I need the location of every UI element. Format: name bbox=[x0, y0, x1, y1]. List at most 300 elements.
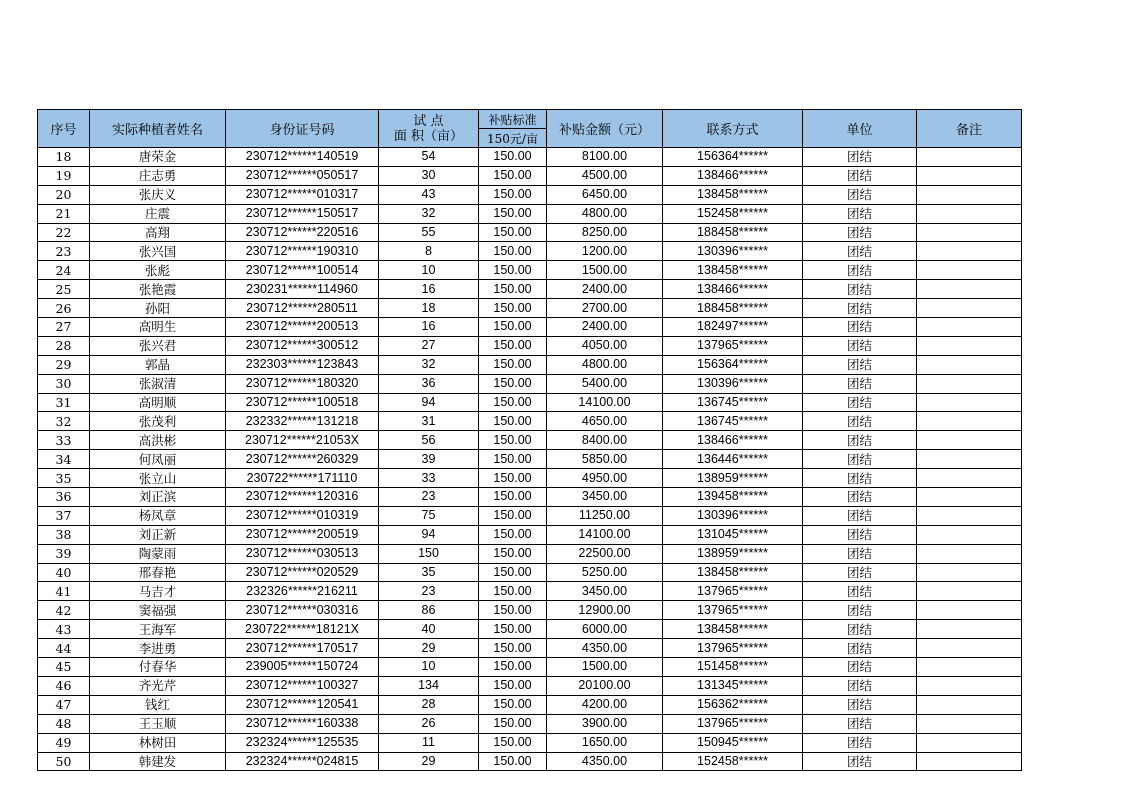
cell-id: 230712******200519 bbox=[226, 525, 379, 544]
cell-area: 36 bbox=[379, 374, 479, 393]
cell-area: 31 bbox=[379, 412, 479, 431]
cell-amount: 5400.00 bbox=[547, 374, 663, 393]
cell-unit: 团结 bbox=[803, 620, 917, 639]
table-row bbox=[38, 261, 1022, 280]
cell-id: 232326******216211 bbox=[226, 582, 379, 601]
subsidy-table bbox=[37, 109, 1022, 771]
cell-id: 232324******024815 bbox=[226, 752, 379, 771]
cell-area: 26 bbox=[379, 714, 479, 733]
cell-area: 94 bbox=[379, 393, 479, 412]
cell-name: 林树田 bbox=[90, 733, 226, 752]
cell-unit: 团结 bbox=[803, 563, 917, 582]
cell-standard: 150.00 bbox=[479, 752, 547, 771]
cell-name: 陶蒙雨 bbox=[90, 544, 226, 563]
cell-unit: 团结 bbox=[803, 299, 917, 318]
cell-seq: 21 bbox=[38, 204, 90, 223]
cell-contact: 130396****** bbox=[663, 242, 803, 261]
cell-standard: 150.00 bbox=[479, 544, 547, 563]
cell-remark bbox=[917, 450, 1022, 469]
cell-remark bbox=[917, 280, 1022, 299]
cell-amount: 2400.00 bbox=[547, 318, 663, 337]
cell-id: 230712******140519 bbox=[226, 148, 379, 167]
table-row bbox=[38, 185, 1022, 204]
cell-name: 李进勇 bbox=[90, 639, 226, 658]
cell-contact: 188458****** bbox=[663, 223, 803, 242]
header-unit: 单位 bbox=[803, 110, 917, 148]
cell-contact: 136745****** bbox=[663, 412, 803, 431]
cell-remark bbox=[917, 525, 1022, 544]
cell-seq: 25 bbox=[38, 280, 90, 299]
cell-seq: 33 bbox=[38, 431, 90, 450]
table-row bbox=[38, 639, 1022, 658]
cell-standard: 150.00 bbox=[479, 223, 547, 242]
cell-id: 230722******171110 bbox=[226, 469, 379, 488]
cell-id: 230712******180320 bbox=[226, 374, 379, 393]
cell-area: 75 bbox=[379, 506, 479, 525]
cell-contact: 152458****** bbox=[663, 204, 803, 223]
cell-amount: 3450.00 bbox=[547, 488, 663, 507]
cell-seq: 47 bbox=[38, 695, 90, 714]
cell-amount: 3450.00 bbox=[547, 582, 663, 601]
cell-amount: 11250.00 bbox=[547, 506, 663, 525]
table-row bbox=[38, 620, 1022, 639]
cell-standard: 150.00 bbox=[479, 336, 547, 355]
cell-remark bbox=[917, 639, 1022, 658]
cell-remark bbox=[917, 714, 1022, 733]
cell-seq: 20 bbox=[38, 185, 90, 204]
cell-standard: 150.00 bbox=[479, 506, 547, 525]
table-body bbox=[38, 148, 1022, 771]
cell-unit: 团结 bbox=[803, 318, 917, 337]
cell-id: 232324******125535 bbox=[226, 733, 379, 752]
cell-name: 王海军 bbox=[90, 620, 226, 639]
table-row bbox=[38, 563, 1022, 582]
cell-seq: 18 bbox=[38, 148, 90, 167]
cell-standard: 150.00 bbox=[479, 374, 547, 393]
cell-amount: 1500.00 bbox=[547, 261, 663, 280]
cell-amount: 8100.00 bbox=[547, 148, 663, 167]
cell-seq: 30 bbox=[38, 374, 90, 393]
cell-remark bbox=[917, 431, 1022, 450]
cell-id: 230712******200513 bbox=[226, 318, 379, 337]
cell-contact: 137965****** bbox=[663, 336, 803, 355]
cell-remark bbox=[917, 166, 1022, 185]
cell-seq: 27 bbox=[38, 318, 90, 337]
cell-area: 54 bbox=[379, 148, 479, 167]
cell-name: 刘正滨 bbox=[90, 488, 226, 507]
cell-standard: 150.00 bbox=[479, 676, 547, 695]
cell-contact: 130396****** bbox=[663, 374, 803, 393]
cell-standard: 150.00 bbox=[479, 563, 547, 582]
cell-unit: 团结 bbox=[803, 261, 917, 280]
cell-id: 230712******050517 bbox=[226, 166, 379, 185]
cell-id: 232332******131218 bbox=[226, 412, 379, 431]
cell-name: 韩建发 bbox=[90, 752, 226, 771]
cell-name: 高翔 bbox=[90, 223, 226, 242]
cell-contact: 138466****** bbox=[663, 166, 803, 185]
cell-name: 齐光芹 bbox=[90, 676, 226, 695]
table-row bbox=[38, 318, 1022, 337]
cell-remark bbox=[917, 242, 1022, 261]
cell-area: 10 bbox=[379, 658, 479, 677]
cell-id: 239005******150724 bbox=[226, 658, 379, 677]
cell-name: 王玉顺 bbox=[90, 714, 226, 733]
table-row bbox=[38, 733, 1022, 752]
cell-remark bbox=[917, 676, 1022, 695]
cell-seq: 34 bbox=[38, 450, 90, 469]
header-standard-rate: 150元/亩 bbox=[479, 129, 547, 148]
cell-standard: 150.00 bbox=[479, 695, 547, 714]
table-row bbox=[38, 469, 1022, 488]
cell-contact: 156362****** bbox=[663, 695, 803, 714]
cell-name: 高明生 bbox=[90, 318, 226, 337]
cell-amount: 4650.00 bbox=[547, 412, 663, 431]
cell-unit: 团结 bbox=[803, 185, 917, 204]
cell-id: 230712******010319 bbox=[226, 506, 379, 525]
cell-id: 230712******100327 bbox=[226, 676, 379, 695]
cell-area: 30 bbox=[379, 166, 479, 185]
cell-name: 张庆义 bbox=[90, 185, 226, 204]
cell-standard: 150.00 bbox=[479, 355, 547, 374]
table-row bbox=[38, 393, 1022, 412]
cell-contact: 182497****** bbox=[663, 318, 803, 337]
cell-amount: 6000.00 bbox=[547, 620, 663, 639]
header-contact: 联系方式 bbox=[663, 110, 803, 148]
cell-seq: 35 bbox=[38, 469, 90, 488]
cell-id: 230712******160338 bbox=[226, 714, 379, 733]
cell-contact: 137965****** bbox=[663, 582, 803, 601]
cell-unit: 团结 bbox=[803, 450, 917, 469]
cell-standard: 150.00 bbox=[479, 393, 547, 412]
cell-standard: 150.00 bbox=[479, 525, 547, 544]
cell-contact: 150945****** bbox=[663, 733, 803, 752]
cell-contact: 136745****** bbox=[663, 393, 803, 412]
cell-name: 杨凤章 bbox=[90, 506, 226, 525]
cell-remark bbox=[917, 374, 1022, 393]
cell-seq: 26 bbox=[38, 299, 90, 318]
cell-area: 86 bbox=[379, 601, 479, 620]
cell-remark bbox=[917, 204, 1022, 223]
cell-unit: 团结 bbox=[803, 336, 917, 355]
cell-amount: 14100.00 bbox=[547, 393, 663, 412]
cell-seq: 29 bbox=[38, 355, 90, 374]
cell-remark bbox=[917, 601, 1022, 620]
cell-contact: 151458****** bbox=[663, 658, 803, 677]
cell-contact: 136446****** bbox=[663, 450, 803, 469]
cell-seq: 49 bbox=[38, 733, 90, 752]
table-row bbox=[38, 336, 1022, 355]
cell-standard: 150.00 bbox=[479, 412, 547, 431]
cell-id: 230712******010317 bbox=[226, 185, 379, 204]
cell-remark bbox=[917, 261, 1022, 280]
cell-seq: 28 bbox=[38, 336, 90, 355]
cell-area: 56 bbox=[379, 431, 479, 450]
cell-seq: 50 bbox=[38, 752, 90, 771]
cell-seq: 22 bbox=[38, 223, 90, 242]
cell-remark bbox=[917, 318, 1022, 337]
cell-seq: 32 bbox=[38, 412, 90, 431]
cell-area: 40 bbox=[379, 620, 479, 639]
cell-amount: 4200.00 bbox=[547, 695, 663, 714]
header-area-line1: 试 点 bbox=[413, 113, 444, 129]
cell-name: 张艳霞 bbox=[90, 280, 226, 299]
cell-contact: 131345****** bbox=[663, 676, 803, 695]
cell-standard: 150.00 bbox=[479, 318, 547, 337]
cell-name: 马吉才 bbox=[90, 582, 226, 601]
cell-standard: 150.00 bbox=[479, 261, 547, 280]
cell-standard: 150.00 bbox=[479, 658, 547, 677]
cell-area: 134 bbox=[379, 676, 479, 695]
cell-seq: 37 bbox=[38, 506, 90, 525]
cell-unit: 团结 bbox=[803, 280, 917, 299]
cell-area: 16 bbox=[379, 318, 479, 337]
cell-area: 11 bbox=[379, 733, 479, 752]
table-row bbox=[38, 544, 1022, 563]
cell-contact: 131045****** bbox=[663, 525, 803, 544]
cell-remark bbox=[917, 488, 1022, 507]
cell-id: 230712******120316 bbox=[226, 488, 379, 507]
cell-remark bbox=[917, 355, 1022, 374]
cell-name: 张立山 bbox=[90, 469, 226, 488]
cell-name: 付春华 bbox=[90, 658, 226, 677]
cell-area: 29 bbox=[379, 639, 479, 658]
cell-contact: 138458****** bbox=[663, 261, 803, 280]
cell-seq: 44 bbox=[38, 639, 90, 658]
table-row bbox=[38, 148, 1022, 167]
cell-seq: 41 bbox=[38, 582, 90, 601]
cell-standard: 150.00 bbox=[479, 299, 547, 318]
cell-unit: 团结 bbox=[803, 393, 917, 412]
table-row bbox=[38, 714, 1022, 733]
cell-id: 230712******100514 bbox=[226, 261, 379, 280]
cell-amount: 20100.00 bbox=[547, 676, 663, 695]
cell-remark bbox=[917, 336, 1022, 355]
header-name: 实际种植者姓名 bbox=[90, 110, 226, 148]
cell-id: 230231******114960 bbox=[226, 280, 379, 299]
cell-remark bbox=[917, 582, 1022, 601]
table-row bbox=[38, 601, 1022, 620]
cell-seq: 48 bbox=[38, 714, 90, 733]
cell-name: 高明顺 bbox=[90, 393, 226, 412]
table-row bbox=[38, 412, 1022, 431]
cell-contact: 138959****** bbox=[663, 544, 803, 563]
cell-id: 232303******123843 bbox=[226, 355, 379, 374]
cell-id: 230712******280511 bbox=[226, 299, 379, 318]
cell-standard: 150.00 bbox=[479, 582, 547, 601]
cell-name: 窦福强 bbox=[90, 601, 226, 620]
table-row bbox=[38, 280, 1022, 299]
cell-standard: 150.00 bbox=[479, 469, 547, 488]
table-header bbox=[38, 110, 1022, 148]
cell-standard: 150.00 bbox=[479, 639, 547, 658]
cell-unit: 团结 bbox=[803, 242, 917, 261]
cell-unit: 团结 bbox=[803, 374, 917, 393]
cell-area: 35 bbox=[379, 563, 479, 582]
cell-area: 16 bbox=[379, 280, 479, 299]
cell-remark bbox=[917, 148, 1022, 167]
cell-seq: 23 bbox=[38, 242, 90, 261]
cell-name: 张兴国 bbox=[90, 242, 226, 261]
cell-unit: 团结 bbox=[803, 714, 917, 733]
cell-name: 张茂利 bbox=[90, 412, 226, 431]
cell-seq: 38 bbox=[38, 525, 90, 544]
cell-standard: 150.00 bbox=[479, 733, 547, 752]
cell-area: 23 bbox=[379, 582, 479, 601]
cell-remark bbox=[917, 185, 1022, 204]
cell-standard: 150.00 bbox=[479, 204, 547, 223]
table-row bbox=[38, 166, 1022, 185]
cell-name: 郭晶 bbox=[90, 355, 226, 374]
cell-amount: 4500.00 bbox=[547, 166, 663, 185]
cell-unit: 团结 bbox=[803, 431, 917, 450]
cell-seq: 42 bbox=[38, 601, 90, 620]
cell-area: 23 bbox=[379, 488, 479, 507]
cell-standard: 150.00 bbox=[479, 601, 547, 620]
cell-id: 230712******170517 bbox=[226, 639, 379, 658]
cell-contact: 188458****** bbox=[663, 299, 803, 318]
table-row bbox=[38, 242, 1022, 261]
cell-remark bbox=[917, 506, 1022, 525]
cell-area: 10 bbox=[379, 261, 479, 280]
table-row bbox=[38, 676, 1022, 695]
cell-unit: 团结 bbox=[803, 695, 917, 714]
cell-contact: 137965****** bbox=[663, 639, 803, 658]
table-row bbox=[38, 752, 1022, 771]
cell-id: 230712******190310 bbox=[226, 242, 379, 261]
cell-name: 何凤丽 bbox=[90, 450, 226, 469]
cell-amount: 4350.00 bbox=[547, 752, 663, 771]
table-row bbox=[38, 488, 1022, 507]
header-id: 身份证号码 bbox=[226, 110, 379, 148]
cell-id: 230712******020529 bbox=[226, 563, 379, 582]
cell-unit: 团结 bbox=[803, 488, 917, 507]
cell-amount: 12900.00 bbox=[547, 601, 663, 620]
cell-amount: 3900.00 bbox=[547, 714, 663, 733]
cell-unit: 团结 bbox=[803, 204, 917, 223]
cell-amount: 2400.00 bbox=[547, 280, 663, 299]
cell-standard: 150.00 bbox=[479, 166, 547, 185]
table-row bbox=[38, 450, 1022, 469]
header-seq: 序号 bbox=[38, 110, 90, 148]
cell-amount: 4050.00 bbox=[547, 336, 663, 355]
cell-remark bbox=[917, 299, 1022, 318]
header-area-line2: 面 积（亩） bbox=[393, 128, 464, 144]
cell-amount: 8400.00 bbox=[547, 431, 663, 450]
cell-contact: 138458****** bbox=[663, 185, 803, 204]
cell-name: 孙阳 bbox=[90, 299, 226, 318]
cell-remark bbox=[917, 733, 1022, 752]
cell-name: 邢春艳 bbox=[90, 563, 226, 582]
cell-remark bbox=[917, 544, 1022, 563]
cell-amount: 5850.00 bbox=[547, 450, 663, 469]
cell-name: 钱红 bbox=[90, 695, 226, 714]
cell-contact: 156364****** bbox=[663, 355, 803, 374]
cell-unit: 团结 bbox=[803, 355, 917, 374]
cell-id: 230712******030316 bbox=[226, 601, 379, 620]
cell-id: 230712******260329 bbox=[226, 450, 379, 469]
table-row bbox=[38, 374, 1022, 393]
cell-amount: 4950.00 bbox=[547, 469, 663, 488]
cell-standard: 150.00 bbox=[479, 714, 547, 733]
cell-unit: 团结 bbox=[803, 676, 917, 695]
cell-area: 150 bbox=[379, 544, 479, 563]
header-amount: 补贴金额（元） bbox=[547, 110, 663, 148]
cell-name: 刘正新 bbox=[90, 525, 226, 544]
header-remark: 备注 bbox=[917, 110, 1022, 148]
cell-seq: 46 bbox=[38, 676, 90, 695]
cell-name: 张兴君 bbox=[90, 336, 226, 355]
cell-id: 230712******21053X bbox=[226, 431, 379, 450]
cell-area: 32 bbox=[379, 204, 479, 223]
header-standard: 补贴标准 bbox=[479, 110, 547, 129]
cell-remark bbox=[917, 412, 1022, 431]
header-area bbox=[379, 110, 479, 148]
cell-remark bbox=[917, 223, 1022, 242]
cell-seq: 19 bbox=[38, 166, 90, 185]
cell-amount: 4350.00 bbox=[547, 639, 663, 658]
cell-amount: 4800.00 bbox=[547, 355, 663, 374]
cell-id: 230712******120541 bbox=[226, 695, 379, 714]
cell-unit: 团结 bbox=[803, 469, 917, 488]
cell-area: 94 bbox=[379, 525, 479, 544]
cell-unit: 团结 bbox=[803, 412, 917, 431]
cell-amount: 6450.00 bbox=[547, 185, 663, 204]
cell-unit: 团结 bbox=[803, 506, 917, 525]
cell-contact: 156364****** bbox=[663, 148, 803, 167]
cell-contact: 138466****** bbox=[663, 431, 803, 450]
cell-unit: 团结 bbox=[803, 601, 917, 620]
cell-seq: 36 bbox=[38, 488, 90, 507]
cell-seq: 43 bbox=[38, 620, 90, 639]
cell-seq: 39 bbox=[38, 544, 90, 563]
cell-name: 张彪 bbox=[90, 261, 226, 280]
cell-standard: 150.00 bbox=[479, 488, 547, 507]
cell-area: 32 bbox=[379, 355, 479, 374]
cell-contact: 137965****** bbox=[663, 601, 803, 620]
cell-remark bbox=[917, 620, 1022, 639]
table-row bbox=[38, 582, 1022, 601]
cell-contact: 137965****** bbox=[663, 714, 803, 733]
cell-area: 29 bbox=[379, 752, 479, 771]
cell-id: 230712******100518 bbox=[226, 393, 379, 412]
cell-remark bbox=[917, 469, 1022, 488]
cell-id: 230722******18121X bbox=[226, 620, 379, 639]
cell-seq: 24 bbox=[38, 261, 90, 280]
cell-area: 28 bbox=[379, 695, 479, 714]
table-row bbox=[38, 355, 1022, 374]
table-row bbox=[38, 431, 1022, 450]
table-row bbox=[38, 506, 1022, 525]
cell-amount: 14100.00 bbox=[547, 525, 663, 544]
cell-seq: 31 bbox=[38, 393, 90, 412]
table-row bbox=[38, 695, 1022, 714]
cell-amount: 8250.00 bbox=[547, 223, 663, 242]
cell-unit: 团结 bbox=[803, 658, 917, 677]
cell-standard: 150.00 bbox=[479, 185, 547, 204]
cell-standard: 150.00 bbox=[479, 620, 547, 639]
cell-id: 230712******030513 bbox=[226, 544, 379, 563]
table-row bbox=[38, 525, 1022, 544]
cell-amount: 2700.00 bbox=[547, 299, 663, 318]
cell-area: 18 bbox=[379, 299, 479, 318]
cell-remark bbox=[917, 695, 1022, 714]
cell-area: 39 bbox=[379, 450, 479, 469]
cell-standard: 150.00 bbox=[479, 242, 547, 261]
cell-id: 230712******300512 bbox=[226, 336, 379, 355]
cell-contact: 138458****** bbox=[663, 563, 803, 582]
table-row bbox=[38, 204, 1022, 223]
cell-standard: 150.00 bbox=[479, 148, 547, 167]
